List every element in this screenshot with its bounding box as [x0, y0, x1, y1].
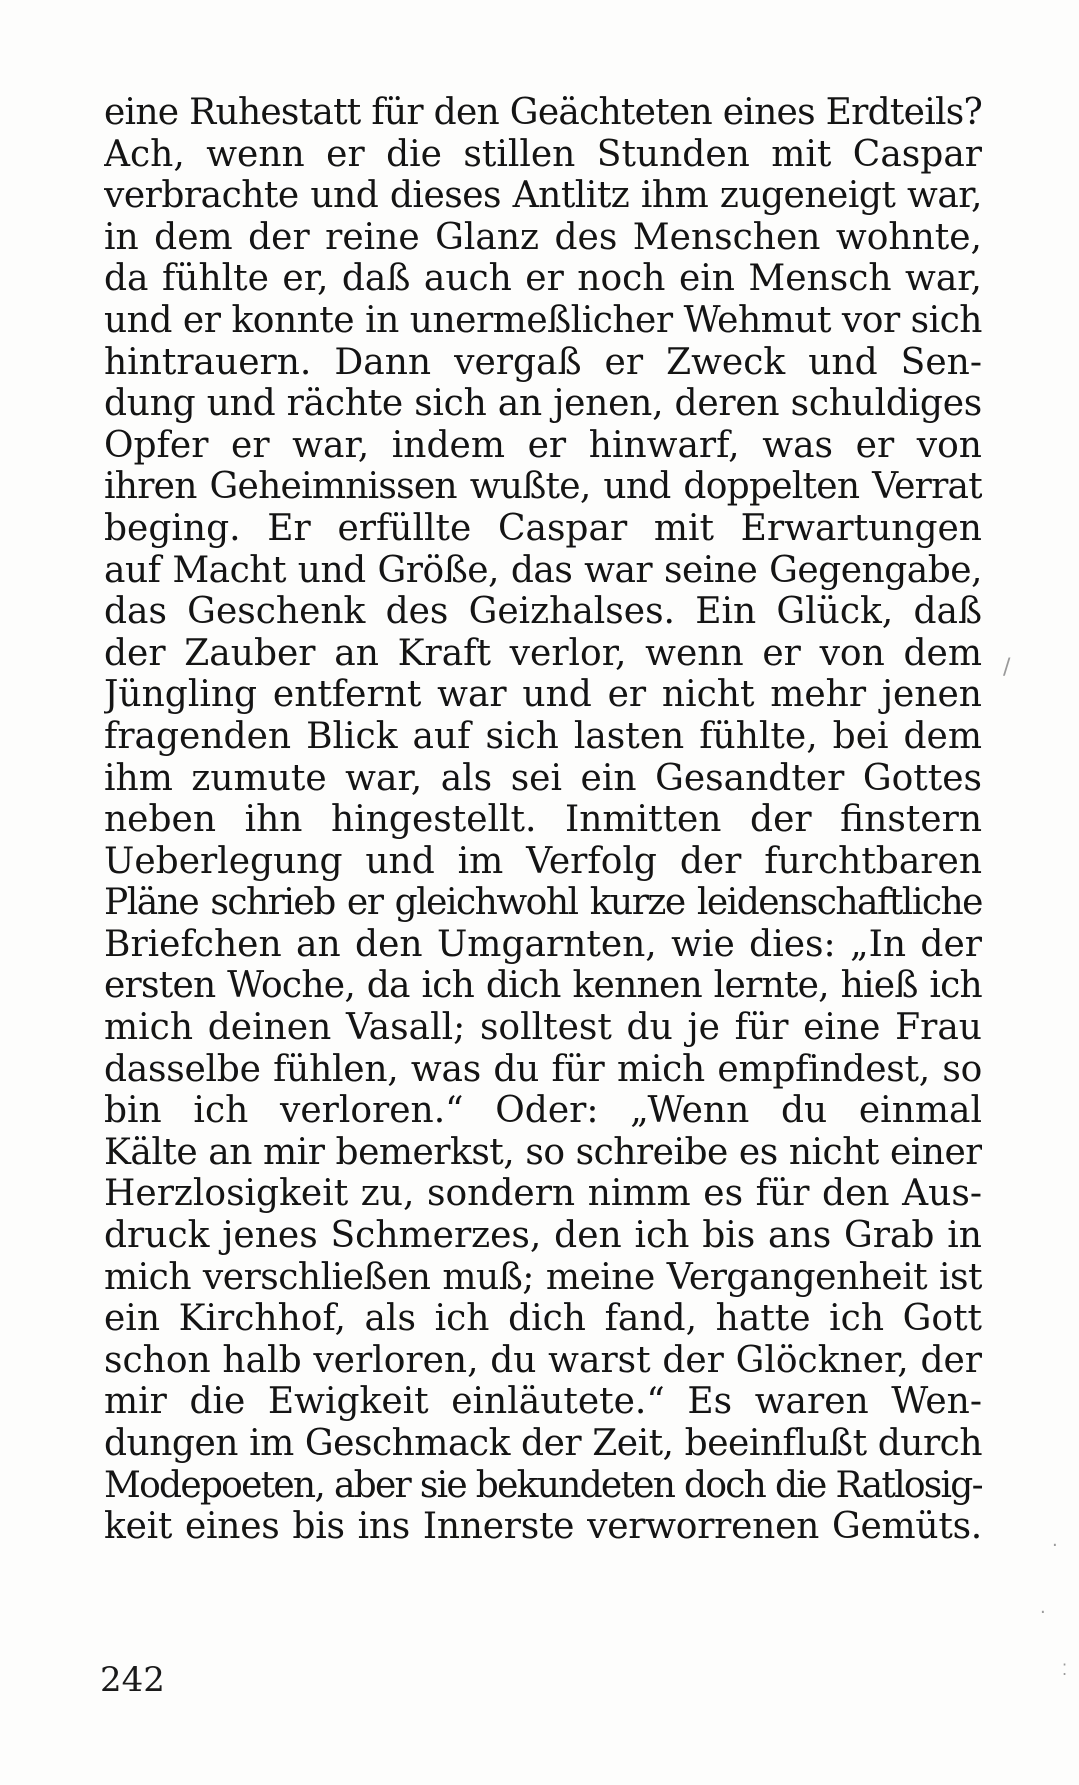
text-line: Opfer er war, indem er hinwarf, was er von: [104, 424, 982, 466]
text-line: fragenden Blick auf sich lasten fühlte, bei dem: [104, 715, 982, 757]
text-line: und er konnte in unermeßlicher Wehmut vor sich: [104, 299, 982, 341]
text-line: mich deinen Vasall; solltest du je für eine Frau: [104, 1007, 982, 1049]
text-line: beging. Er erfüllte Caspar mit Erwartungen: [104, 507, 982, 549]
text-line: druck jenes Schmerzes, den ich bis ans Grab in: [104, 1215, 982, 1257]
text-line: hintrauern. Dann vergaß er Zweck und Sen-: [104, 341, 982, 383]
margin-mark: /: [1003, 655, 1011, 680]
text-line: ersten Woche, da ich dich kennen lernte, hieß ich: [104, 965, 982, 1007]
text-line: auf Macht und Größe, das war seine Gegengabe,: [104, 549, 982, 591]
text-line: verbrachte und dieses Antlitz ihm zugeneigt war,: [104, 175, 982, 217]
text-line: das Geschenk des Geizhalses. Ein Glück, daß: [104, 591, 982, 633]
text-line: dasselbe fühlen, was du für mich empfindest, so: [104, 1048, 982, 1090]
text-line: Modepoeten, aber sie bekundeten doch die Ratlosig-: [104, 1464, 982, 1506]
text-line: ihren Geheimnissen wußte, und doppelten Verrat: [104, 466, 982, 508]
text-line: mich verschließen muß; meine Vergangenheit ist: [104, 1256, 982, 1298]
text-line: Ueberlegung und im Verfolg der furchtbaren: [104, 840, 982, 882]
text-line: neben ihn hingestellt. Inmitten der finstern: [104, 799, 982, 841]
text-line: der Zauber an Kraft verlor, wenn er von dem: [104, 632, 982, 674]
text-line: keit eines bis ins Innerste verworrenen Gemüts.: [104, 1506, 982, 1548]
text-line: in dem der reine Glanz des Menschen wohnte,: [104, 216, 982, 258]
margin-mark: ⁚: [1062, 1660, 1068, 1679]
text-line: Pläne schrieb er gleichwohl kurze leidenschaftliche: [104, 882, 982, 924]
text-line: dungen im Geschmack der Zeit, beeinflußt durch: [104, 1423, 982, 1464]
text-line: Jüngling entfernt war und er nicht mehr jenen: [104, 674, 982, 716]
text-line: Ach, wenn er die stillen Stunden mit Caspar: [104, 133, 982, 175]
text-line: schon halb verloren, du warst der Glöckner, der: [104, 1339, 982, 1381]
text-line: mir die Ewigkeit einläutete.“ Es waren Wen-: [104, 1381, 982, 1423]
text-line: ein Kirchhof, als ich dich fand, hatte ich Gott: [104, 1298, 982, 1340]
text-line: bin ich verloren.“ Oder: „Wenn du einmal: [104, 1090, 982, 1132]
text-line: Kälte an mir bemerkst, so schreibe es nicht einer: [104, 1131, 982, 1173]
text-line: da fühlte er, daß auch er noch ein Mensch war,: [104, 258, 982, 300]
text-line: Briefchen an den Umgarnten, wie dies: „In der: [104, 923, 982, 965]
body-text: [104, 92, 982, 1548]
text-line: eine Ruhestatt für den Geächteten eines Erdteils?: [104, 92, 982, 133]
text-line: dung und rächte sich an jenen, deren schuldiges: [104, 383, 982, 425]
text-line: ihm zumute war, als sei ein Gesandter Gottes: [104, 757, 982, 799]
text-line: Herzlosigkeit zu, sondern nimm es für den Aus-: [104, 1173, 982, 1215]
margin-mark: ·: [1052, 1535, 1058, 1556]
page-number: 242: [100, 1660, 165, 1700]
margin-mark: ·: [1040, 1602, 1046, 1623]
